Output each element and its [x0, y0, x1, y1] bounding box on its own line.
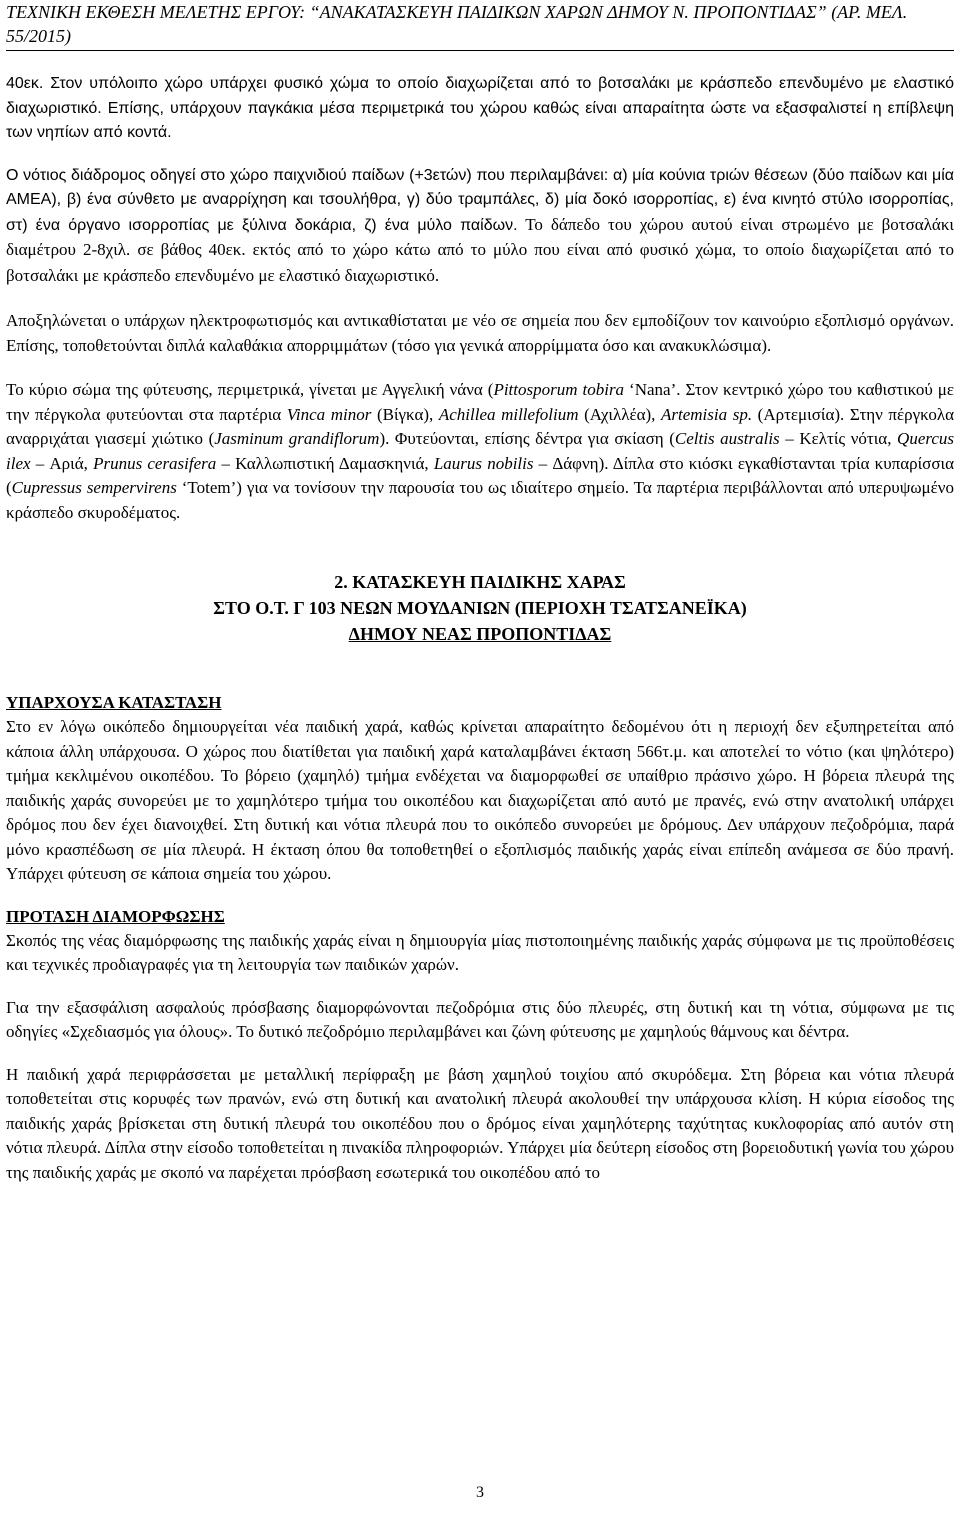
- paragraph-proposal-access: Για την εξασφάλιση ασφαλούς πρόσβασης διαμορφώνονται πεζοδρόμια στις δύο πλευρές, στη δυτική και τη νότια, σύμφωνα με τις οδηγίες «Σχεδιασμός για όλους». Το δυτικό πεζοδρόμιο περιλαμβάνει και ζώνη φύτευσης με χαμηλούς θάμνους και δέντρα.: [6, 997, 954, 1041]
- paragraph-text: Το δάπεδο του χώρου αυτού είναι στρωμένο με βοτσαλάκι διαμέτρου 2-8χιλ. σε βάθος 40εκ. εκτός από το χώρο κάτω από το μύλο που είναι από φυσικό χώμα, το οποίο διαχωρίζεται από το βοτσαλάκι με κράσπεδο επενδυμένο με ελαστικό διαχωριστικό.: [6, 214, 954, 285]
- document-header: [6, 0, 946, 48]
- text-run: ‘Totem’) για να τονίσουν την παρουσία του ως ιδιαίτερο σημείο. Τα παρτέρια περιβάλλονται από υπερυψωμένο κράσπεδο σκυροδέματος.: [6, 478, 954, 522]
- paragraph-children-play-area: [6, 164, 954, 290]
- species-name: Achillea millefolium: [438, 404, 579, 424]
- paragraph-text: Ο νότιος διάδρομος οδηγεί στο χώρο παιχνιδιού παίδων (+3ετών) που περιλαμβάνει: α) μία κούνια τριών θέσεων (δύο παίδων και μία ΑΜΕΑ), β) ένα σύνθετο με αναρρίχηση και τσουλήθρα, γ) δύο τραμπάλες, δ) μία δοκό ισορροπίας, ε) ένα κινητό στύλο ισορροπίας, στ) ένα όργανο ισορροπίας με ξύλινα δοκάρια, ζ) ένα μύλο παίδων.: [6, 166, 954, 234]
- section-title-line2: ΣΤΟ Ο.Τ. Γ 103 ΝΕΩΝ ΜΟΥΔΑΝΙΩΝ (ΠΕΡΙΟΧΗ ΤΣΑΤΣΑΝΕΪΚΑ): [213, 598, 747, 618]
- header-title: ΤΕΧΝΙΚΗ ΕΚΘΕΣΗ ΜΕΛΕΤΗΣ ΕΡΓΟΥ: “ΑΝΑΚΑΤΑΣΚΕΥΗ ΠΑΙΔΙΚΩΝ ΧΑΡΩΝ ΔΗΜΟΥ Ν. ΠΡΟΠΟΝΤΙΔΑΣ” (ΑΡ. ΜΕΛ. 55/2015): [6, 2, 908, 46]
- species-name: Artemisia sp.: [661, 404, 753, 424]
- text-run: ‘Nana’. Στον κεντρικό χώρο του καθιστικού με την πέργκολα φυτεύονται στα παρτέρια: [6, 380, 954, 424]
- text-run: – Αριά,: [30, 453, 94, 473]
- species-name: Jasminum grandiflorum: [214, 429, 380, 448]
- species-name: Celtis australis: [674, 429, 780, 448]
- text-run: (Αρτεμισία). Στην πέργκολα αναρριχάται γιασεμί χιώτικο (: [6, 404, 954, 448]
- text-run: (Βίγκα),: [371, 404, 439, 424]
- text-run: – Δάφνη). Δίπλα στο κιόσκι εγκαθίστανται τρία κυπαρίσσια (: [6, 453, 954, 497]
- document-body: [6, 72, 954, 1185]
- paragraph-existing-condition: Στο εν λόγω οικόπεδο δημιουργείται νέα παιδική χαρά, καθώς κρίνεται απαραίτητο δεδομένου ότι η περιοχή δεν εξυπηρετείται από κάποια άλλη υπάρχουσα. Ο χώρος που διατίθεται για παιδική χαρά καταλαμβάνει έκταση 566τ.μ. και αποτελεί το νότιο (και ψηλότερο) τμήμα κεκλιμένου οικοπέδου. Το βόρειο (χαμηλό) τμήμα ενδέχεται να διαμορφωθεί σε υπαίθριο πράσινο χώρο. Η βόρεια πλευρά της παιδικής χαράς συνορεύει με το χαμηλότερο τμήμα του οικοπέδου και διαχωρίζεται από αυτό με πρανές, ενώ στην ανατολική υπάρχει δρόμος που δεν έχει διανοιχθεί. Στη δυτική και νότια πλευρά που το οικόπεδο συνορεύει με δρόμους. Δεν υπάρχουν πεζοδρόμια, παρά μόνο κρασπέδωση σε μία πλευρά. Η έκταση όπου θα τοποθετηθεί ο εξοπλισμός παιδικής χαράς είναι επίπεδη ανάμεσα σε δύο πρανή. Υπάρχει φύτευση σε κάποια σημεία του χώρου.: [6, 717, 954, 883]
- header-divider: [6, 50, 954, 51]
- species-name: Vinca minor: [286, 404, 372, 424]
- paragraph-proposal-fencing: Η παιδική χαρά περιφράσσεται με μεταλλική περίφραξη με βάση χαμηλού τοιχίου από σκυρόδεμα. Στη βόρεια και νότια πλευρά τοποθετείται στις κορυφές των πρανών, ενώ στη δυτική και ανατολική πλευρά ακολουθεί την υπάρχουσα κλίση. Η κύρια είσοδος της παιδικής χαράς βρίσκεται στη δυτική πλευρά του οικοπέδου που ο δρόμος είναι χαμηλότερης ταχύτητας κυκλοφορίας από αυτόν στη νότια πλευρά. Δίπλα στην είσοδο τοποθετείται η πινακίδα πληροφοριών. Υπάρχει μία δεύτερη είσοδος στη βορειοδυτική γωνία του χώρου της παιδικής χαράς με σκοπό να παρέχεται πρόσβαση εσωτερικά του οικοπέδου από το: [6, 1064, 954, 1182]
- paragraph-lighting: Αποξηλώνεται ο υπάρχων ηλεκτροφωτισμός και αντικαθίσταται με νέο σε σημεία που δεν εμποδίζουν τον καινούριο εξοπλισμό οργάνων. Επίσης, τοποθετούνται διπλά καλαθάκια απορριμμάτων (τόσο για γενικά απορρίμματα όσο και ανακυκλώσιμα).: [6, 311, 954, 355]
- text-run: – Κελτίς νότια,: [779, 429, 898, 448]
- text-run: (Αχιλλέα),: [578, 404, 662, 424]
- paragraph-proposal-purpose: Σκοπός της νέας διαμόρφωσης της παιδικής χαράς είναι η δημιουργία μίας πιστοποιημένης παιδικής χαράς σύμφωνα με τις προϋποθέσεις και τεχνικές προδιαγραφές για τη λειτουργία των παιδικών χαρών.: [6, 930, 954, 974]
- species-name: Cupressus sempervirens: [11, 478, 177, 497]
- section-title-line3: ΔΗΜΟΥ ΝΕΑΣ ΠΡΟΠΟΝΤΙΔΑΣ: [348, 624, 612, 644]
- species-name: Pittosporum tobira: [493, 380, 625, 399]
- text-run: – Καλλωπιστική Δαμασκηνιά,: [216, 453, 434, 473]
- species-name: Prunus cerasifera: [93, 453, 217, 473]
- paragraph-continuation: 40εκ. Στον υπόλοιπο χώρο υπάρχει φυσικό χώμα το οποίο διαχωρίζεται από το βοτσαλάκι με κράσπεδο επενδυμένο με ελαστικό διαχωριστικό. Επίσης, υπάρχουν παγκάκια μέσα περιμετρικά του χώρου καθώς είναι απαραίτητα ώστε να εξασφαλιστεί η επίβλεψη των νηπίων από κοντά.: [6, 75, 954, 141]
- page-number: 3: [476, 1484, 484, 1501]
- heading-existing-condition: ΥΠΑΡΧΟΥΣΑ ΚΑΤΑΣΤΑΣΗ: [6, 693, 222, 712]
- species-name: Quercus ilex: [6, 429, 955, 473]
- text-run: Το κύριο σώμα της φύτευσης, περιμετρικά, γίνεται με Αγγελική νάνα (: [6, 380, 494, 399]
- text-run: ). Φυτεύονται, επίσης δέντρα για σκίαση (: [379, 429, 675, 448]
- heading-design-proposal: ΠΡΟΤΑΣΗ ΔΙΑΜΟΡΦΩΣΗΣ: [6, 906, 225, 926]
- paragraph-planting: [6, 378, 954, 525]
- species-name: Laurus nobilis: [433, 453, 534, 473]
- section-title-line1: 2. ΚΑΤΑΣΚΕΥΗ ΠΑΙΔΙΚΗΣ ΧΑΡΑΣ: [334, 572, 626, 592]
